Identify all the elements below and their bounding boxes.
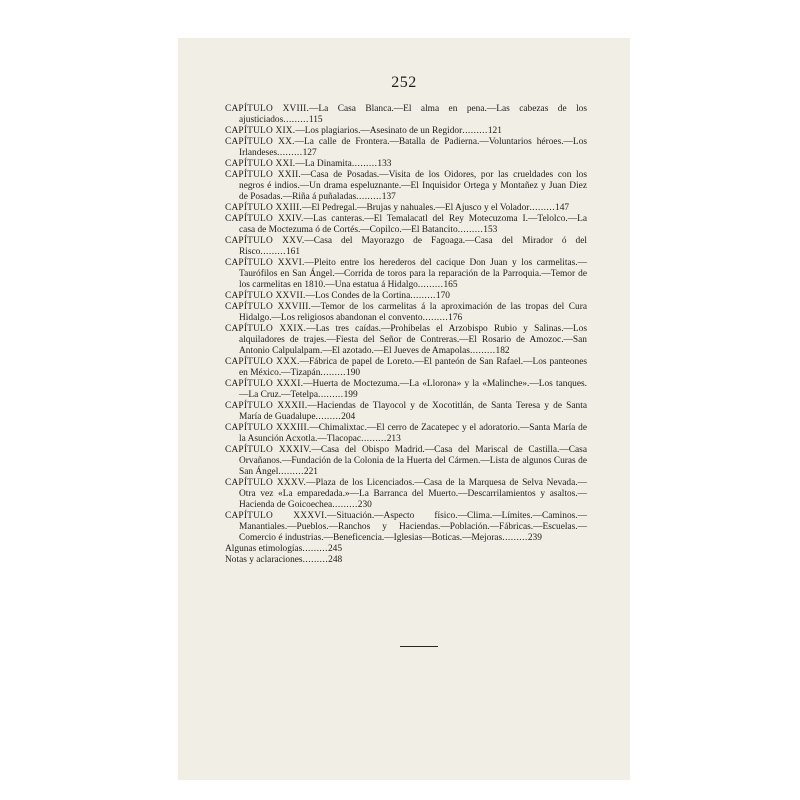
entry-title: —Pleito entre los herederos del cacique Don Juan y los carmelitas.—Taurófilos en San Ángel.—Corrida de toros para la reparación de la Parroquia.—Temor de los carmelitas en 1810.—Una estatua á Hidalgo [239, 258, 587, 290]
entry-page-number: 190 [346, 368, 361, 378]
entry-page-number: 221 [303, 467, 318, 477]
leader-dots: ......... [417, 280, 444, 290]
toc-entry [225, 137, 587, 159]
toc-entry [225, 236, 587, 258]
closing-rule [400, 646, 438, 647]
entry-title: —Casa del Mayorazgo de Fagoaga.—Casa del Mirador ó del Risco [239, 236, 588, 257]
leader-dots: ......... [469, 346, 496, 356]
chapter-number: CAPÍTULO XVIII. [225, 104, 310, 114]
toc-entry [225, 214, 587, 236]
chapter-number: CAPÍTULO XXX. [225, 357, 300, 367]
entry-page-number: 137 [381, 192, 396, 202]
chapter-number: CAPÍTULO XXXIII. [225, 423, 310, 433]
toc-entry [225, 401, 587, 423]
leader-dots: ......... [283, 115, 309, 125]
toc-entry [225, 478, 587, 511]
entry-title: Notas y aclaraciones [225, 555, 303, 565]
entry-title: —Huerta de Moctezuma.—La «Llorona» y la «Malinche».—Los tanques.—La Cruz.—Tetelpa [239, 379, 587, 400]
leader-dots: ......... [529, 203, 556, 213]
entry-page-number: 121 [487, 126, 502, 136]
entry-title: —Los Condes de la Cortina [305, 291, 411, 301]
chapter-number: CAPÍTULO XXII. [225, 170, 301, 180]
chapter-number: CAPÍTULO XXVI. [225, 258, 305, 268]
leader-dots: ......... [320, 368, 347, 378]
entry-title: —Fábrica de papel de Loreto.—El panteón de San Rafael.—Los panteones en México.—Tizapán [239, 357, 588, 378]
entry-page-number: 248 [328, 555, 343, 565]
toc-entry [225, 445, 587, 478]
chapter-number: CAPÍTULO XXIX. [225, 324, 307, 334]
entry-page-number: 127 [302, 148, 317, 158]
entry-title: —Las tres caídas.—Prohíbelas el Arzobispo Rubio y Salinas.—Los alquiladores de trajes.—Fiesta del Señor de Contreras.—El Rosario de Amozoc.—San Antonio Calpulalpam.—El azotado.—El Jueves de Amapolas [239, 324, 587, 356]
chapter-number: CAPÍTULO XX. [225, 137, 295, 147]
entry-title: —La calle de Frontera.—Batalla de Padierna.—Voluntarios héroes.—Los Irlandeses [239, 137, 587, 158]
leader-dots: ......... [278, 467, 304, 477]
entry-page-number: 230 [357, 500, 372, 510]
toc-entry [225, 555, 587, 566]
chapter-number: CAPÍTULO XXVIII. [225, 302, 312, 312]
toc-entry [225, 423, 587, 445]
chapter-number: CAPÍTULO XXXII. [225, 401, 308, 411]
leader-dots: ......... [277, 148, 303, 158]
toc-entry [225, 379, 587, 401]
chapter-number: CAPÍTULO XXIV. [225, 214, 304, 224]
entry-page-number: 204 [341, 412, 356, 422]
toc-entry [225, 357, 587, 379]
entry-title: —Casa de Posadas.—Visita de los Oidores, por las crueldades con los negros é indios.—Un drama espeluznante.—El Inquisidor Ortega y Montañez y Juan Diez de Posadas.—Riña á puñaladas [239, 170, 587, 202]
entry-page-number: 199 [343, 390, 358, 400]
entry-title: —Las canteras.—El Temalacatl del Rey Motecuzoma I.—Telolco.—La casa de Moctezuma ó de Cortés.—Copilco.—El Batancito [239, 214, 587, 235]
leader-dots: ......... [457, 225, 484, 235]
entry-title: —Plaza de los Licenciados.—Casa de la Marquesa de Selva Nevada.—Otra vez «La emparedada.»—La Barranca del Muerto.—Descarrilamientos y asaltos.—Hacienda de Goicoechea [239, 478, 587, 510]
entry-page-number: 165 [443, 280, 458, 290]
chapter-number: CAPÍTULO XXIII. [225, 203, 302, 213]
chapter-number: CAPÍTULO XXXVI. [225, 511, 328, 521]
entry-title: —Temor de los carmelitas á la aproximación de las tropas del Cura Hidalgo.—Los religiosos abandonan el convento [239, 302, 588, 323]
entry-title: —Los plagiarios.—Asesinato de un Regidor [295, 126, 463, 136]
entry-page-number: 170 [435, 291, 450, 301]
leader-dots: ......... [422, 313, 449, 323]
toc-entry [225, 170, 587, 203]
leader-dots: ......... [260, 247, 286, 257]
leader-dots: ......... [361, 434, 387, 444]
entry-page-number: 115 [308, 115, 323, 125]
book-page [178, 38, 630, 780]
entry-page-number: 239 [527, 533, 542, 543]
leader-dots: ......... [356, 192, 382, 202]
entry-page-number: 133 [377, 159, 392, 169]
page-number: 252 [391, 74, 417, 91]
chapter-number: CAPÍTULO XXXV. [225, 478, 307, 488]
toc-entry [225, 511, 587, 544]
leader-dots: ......... [410, 291, 436, 301]
table-of-contents [225, 104, 587, 566]
toc-entry [225, 203, 587, 214]
leader-dots: ......... [318, 390, 344, 400]
entry-title: —El Pedregal.—Brujas y nahuales.—El Ajusco y el Volador [301, 203, 530, 213]
entry-page-number: 176 [448, 313, 463, 323]
entry-page-number: 147 [555, 203, 570, 213]
toc-entry [225, 544, 587, 555]
leader-dots: ......... [332, 500, 358, 510]
entry-page-number: 182 [495, 346, 510, 356]
entry-page-number: 161 [285, 247, 301, 257]
toc-entry [225, 159, 587, 170]
toc-entry [225, 302, 587, 324]
entry-page-number: 153 [483, 225, 498, 235]
toc-entry [225, 104, 587, 126]
entry-title: —Casa del Obispo Madrid.—Casa del Mariscal de Castilla.—Casa Orvañanos.—Fundación de la Colonia de la Huerta del Cármen.—Lista de algunos Curas de San Ángel [239, 445, 587, 477]
toc-entry [225, 324, 587, 357]
entry-title: —Chimalixtac.—El cerro de Zacatepec y el adoratorio.—Santa María de la Asunción Acxotla.—Tlacopac [239, 423, 587, 444]
entry-title: —La Casa Blanca.—El alma en pena.—Las cabezas de los ajusticiados [239, 104, 588, 125]
leader-dots: ......... [351, 159, 378, 169]
entry-page-number: 213 [386, 434, 401, 444]
leader-dots: ......... [302, 544, 328, 554]
leader-dots: ......... [315, 412, 342, 422]
chapter-number: CAPÍTULO XXV. [225, 236, 305, 246]
toc-entry [225, 126, 587, 137]
toc-entry [225, 291, 587, 302]
entry-page-number: 245 [327, 544, 342, 554]
chapter-number: CAPÍTULO XXXI. [225, 379, 304, 389]
chapter-number: CAPÍTULO XXXIV. [225, 445, 312, 455]
entry-title: Algunas etimologías [225, 544, 303, 554]
leader-dots: ......... [302, 555, 329, 565]
entry-title: —Haciendas de Tlayocol y de Xocotitlán, de Santa Teresa y de Santa María de Guadalupe [239, 401, 587, 422]
toc-entry [225, 258, 587, 291]
entry-title: —La Dinamita [295, 159, 352, 169]
chapter-number: CAPÍTULO XXI. [225, 159, 296, 169]
leader-dots: ......... [462, 126, 488, 136]
chapter-number: CAPÍTULO XXVII. [225, 291, 306, 301]
leader-dots: ......... [502, 533, 528, 543]
entry-title: —Situación.—Aspecto físico.—Clima.—Límites.—Caminos.—Manantiales.—Pueblos.—Ranchos y Haciendas.—Población.—Fábricas.—Escuelas.—Comercio é industrias.—Beneficencia.—Iglesias—Boticas.—Mejoras [239, 511, 588, 543]
chapter-number: CAPÍTULO XIX. [225, 126, 296, 136]
